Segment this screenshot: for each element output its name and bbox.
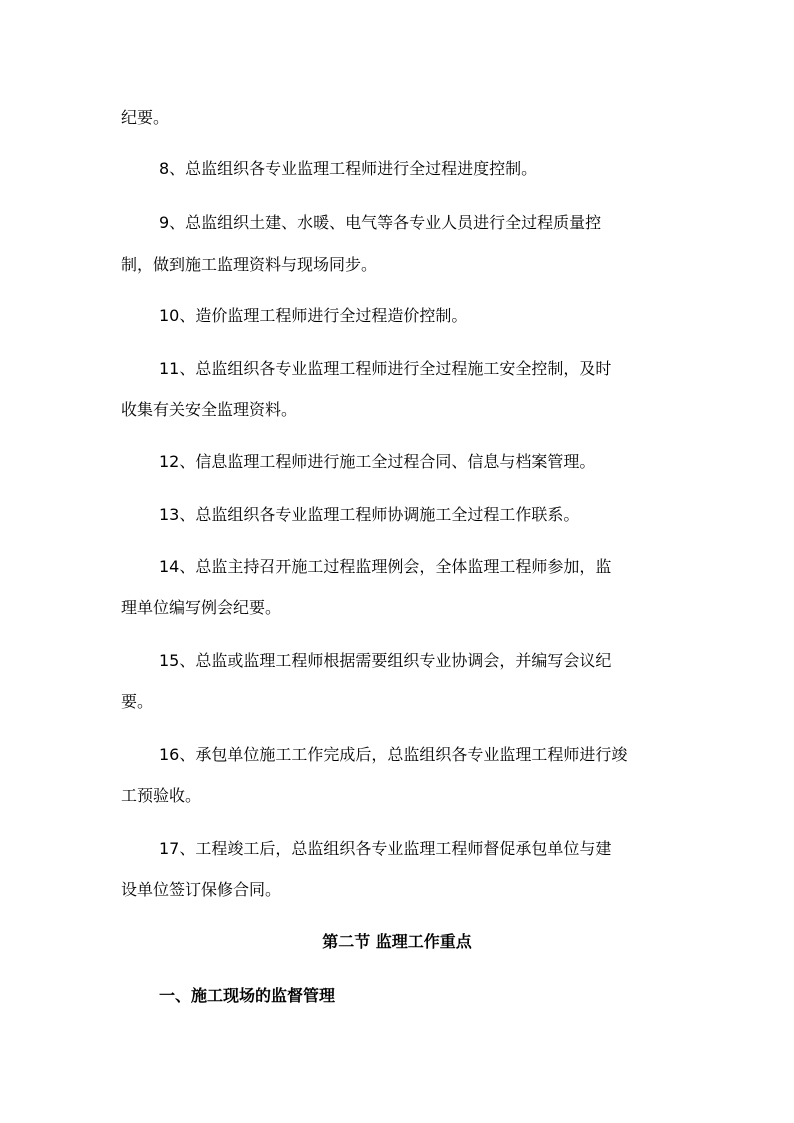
item-8: 8、总监组织各专业监理工程师进行全过程进度控制。	[159, 159, 538, 178]
item-17-line2: 设单位签订保修合同。	[121, 880, 282, 899]
item-14-line2: 理单位编写例会纪要。	[121, 598, 282, 617]
item-16-line1: 16、承包单位施工工作完成后，总监组织各专业监理工程师进行竣	[159, 745, 628, 764]
item-15-line2: 要。	[121, 692, 154, 711]
item-12: 12、信息监理工程师进行施工全过程合同、信息与档案管理。	[159, 452, 596, 471]
item-11-line1: 11、总监组织各专业监理工程师进行全过程施工安全控制，及时	[159, 359, 612, 378]
item-13: 13、总监组织各专业监理工程师协调施工全过程工作联系。	[159, 505, 580, 524]
item-17-line1: 17、工程竣工后，总监组织各专业监理工程师督促承包单位与建	[159, 839, 612, 858]
subsection-heading: 一、施工现场的监督管理	[159, 986, 336, 1005]
item-15-line1: 15、总监或监理工程师根据需要组织专业协调会，并编写会议纪	[159, 651, 612, 670]
section-heading: 第二节 监理工作重点	[322, 932, 472, 951]
item-9-line1: 9、总监组织土建、水暖、电气等各专业人员进行全过程质量控	[159, 213, 602, 232]
item-11-line2: 收集有关安全监理资料。	[121, 400, 298, 419]
item-9-line2: 制，做到施工监理资料与现场同步。	[121, 255, 378, 274]
item-10: 10、造价监理工程师进行全过程造价控制。	[159, 306, 468, 325]
item-14-line1: 14、总监主持召开施工过程监理例会，全体监理工程师参加，监	[159, 557, 612, 576]
item-16-line2: 工预验收。	[121, 786, 202, 805]
carryover-text: 纪要。	[121, 108, 170, 127]
